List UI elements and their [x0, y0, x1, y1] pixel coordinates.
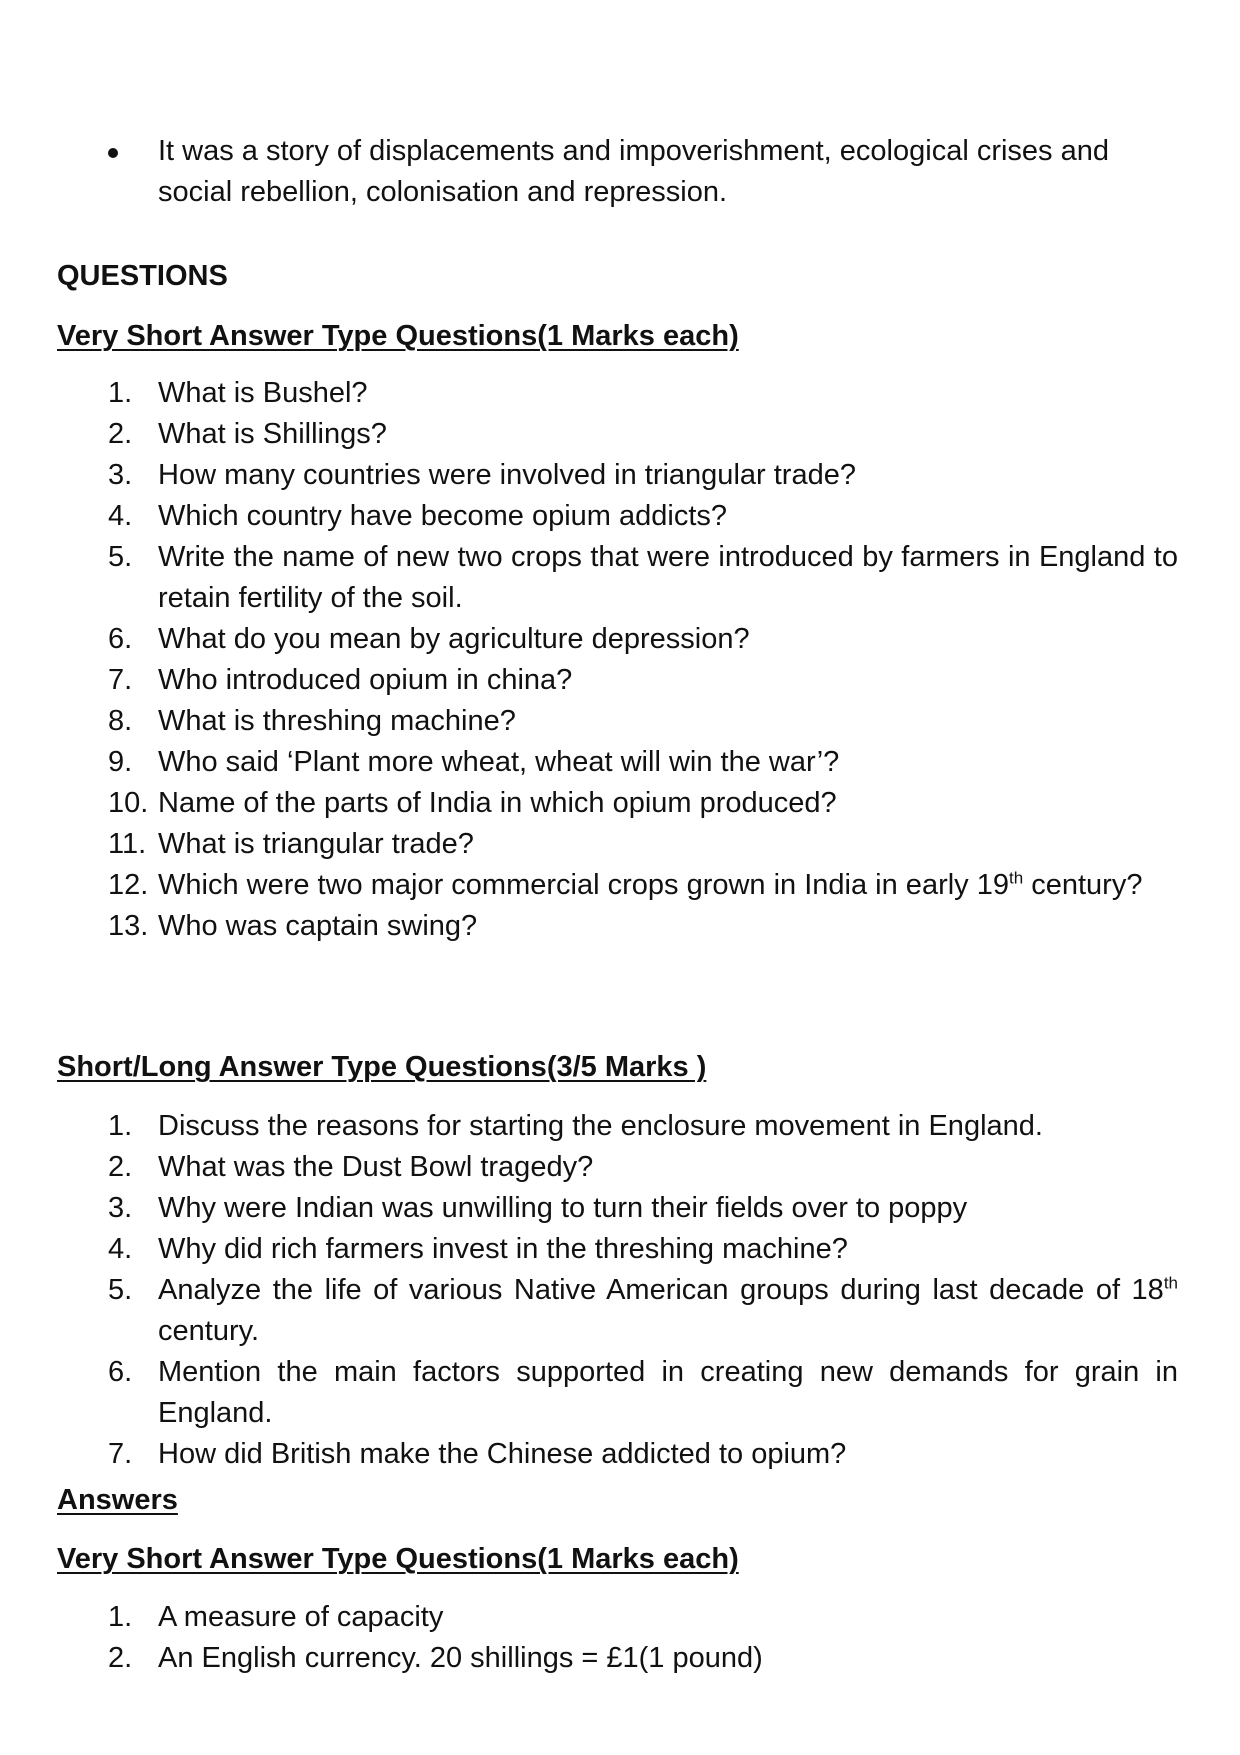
item-text: Who said ‘Plant more wheat, wheat will win the war’? — [158, 746, 840, 778]
bullet-dot-icon — [108, 148, 118, 158]
item-text-part: century. — [158, 1315, 260, 1347]
answers-vsa-heading: Very Short Answer Type Questions(1 Marks each) — [57, 1543, 739, 1575]
item-text-part: Which were two major commercial crops grown in India in early 19 — [158, 869, 1009, 901]
item-number: 11. — [108, 828, 147, 860]
item-number: 13. — [108, 910, 149, 942]
vsa-questions-heading: Very Short Answer Type Questions(1 Marks each) — [57, 320, 739, 352]
list-item — [108, 1188, 1178, 1229]
item-number: 6. — [108, 623, 133, 655]
list-item — [108, 1638, 1178, 1679]
item-text-part: century? — [1023, 869, 1143, 901]
item-number: 7. — [108, 1438, 133, 1470]
item-number: 3. — [108, 459, 133, 491]
item-text: A measure of capacity — [158, 1601, 444, 1633]
list-item — [108, 414, 1178, 455]
item-number: 7. — [108, 664, 133, 696]
item-text: What is Shillings? — [158, 418, 387, 450]
item-text: Who introduced opium in china? — [158, 664, 573, 696]
superscript: th — [1008, 868, 1024, 888]
sla-questions-heading: Short/Long Answer Type Questions(3/5 Marks ) — [57, 1051, 707, 1083]
item-text: Why were Indian was unwilling to turn their fields over to poppy — [158, 1192, 968, 1224]
item-number: 5. — [108, 541, 133, 573]
list-item — [108, 1597, 1178, 1638]
item-number: 4. — [108, 500, 133, 532]
list-item — [108, 660, 1178, 701]
list-item — [108, 906, 1178, 947]
item-text: What is threshing machine? — [158, 705, 516, 737]
item-text: How did British make the Chinese addicted to opium? — [158, 1438, 847, 1470]
item-number: 1. — [108, 377, 133, 409]
list-item — [108, 824, 1178, 865]
item-text: Why did rich farmers invest in the threshing machine? — [158, 1233, 848, 1265]
answers-list — [108, 1597, 1178, 1679]
item-number: 5. — [108, 1274, 133, 1306]
item-number: 2. — [108, 418, 133, 450]
item-text — [158, 1270, 1178, 1352]
questions-heading: QUESTIONS — [57, 260, 228, 292]
item-number: 2. — [108, 1642, 133, 1674]
item-number: 9. — [108, 746, 133, 778]
item-number: 10. — [108, 787, 149, 819]
list-item — [108, 865, 1178, 906]
item-text: How many countries were involved in triangular trade? — [158, 459, 856, 491]
item-text — [158, 865, 1178, 906]
item-text: Who was captain swing? — [158, 910, 478, 942]
item-text: Mention the main factors supported in creating new demands for grain in England. — [158, 1356, 1178, 1429]
list-item — [108, 455, 1178, 496]
list-item — [108, 1352, 1178, 1434]
list-item — [108, 1147, 1178, 1188]
intro-bullet-item — [108, 131, 1178, 213]
list-item — [108, 373, 1178, 414]
item-text: What is Bushel? — [158, 377, 368, 409]
item-number: 2. — [108, 1151, 133, 1183]
item-number: 1. — [108, 1110, 133, 1142]
list-item — [108, 1434, 1178, 1475]
item-text: What was the Dust Bowl tragedy? — [158, 1151, 594, 1183]
item-text: An English currency. 20 shillings = £1(1 pound) — [158, 1642, 763, 1674]
item-number: 4. — [108, 1233, 133, 1265]
list-item — [108, 1270, 1178, 1352]
list-item — [108, 1106, 1178, 1147]
list-item — [108, 496, 1178, 537]
sla-question-list — [108, 1106, 1178, 1475]
item-number: 12. — [108, 869, 149, 901]
item-number: 1. — [108, 1601, 133, 1633]
list-item — [108, 783, 1178, 824]
item-text-part: Analyze the life of various Native American groups during last decade of 18 — [158, 1274, 1164, 1306]
list-item — [108, 619, 1178, 660]
vsa-question-list — [108, 373, 1178, 947]
answers-heading: Answers — [57, 1484, 178, 1516]
item-text: What is triangular trade? — [158, 828, 474, 860]
item-text: Discuss the reasons for starting the enclosure movement in England. — [158, 1110, 1043, 1142]
list-item — [108, 742, 1178, 783]
item-text: What do you mean by agriculture depression? — [158, 623, 750, 655]
item-text: Write the name of new two crops that were introduced by farmers in England to retain fertility of the soil. — [158, 541, 1178, 614]
list-item — [108, 701, 1178, 742]
item-number: 6. — [108, 1356, 133, 1388]
item-number: 8. — [108, 705, 133, 737]
list-item — [108, 537, 1178, 619]
intro-bullet-text: It was a story of displacements and impoverishment, ecological crises and social rebellion, colonisation and repression. — [158, 135, 1109, 208]
list-item — [108, 1229, 1178, 1270]
item-text: Which country have become opium addicts? — [158, 500, 728, 532]
superscript: th — [1163, 1273, 1178, 1293]
item-number: 3. — [108, 1192, 133, 1224]
item-text: Name of the parts of India in which opium produced? — [158, 787, 837, 819]
